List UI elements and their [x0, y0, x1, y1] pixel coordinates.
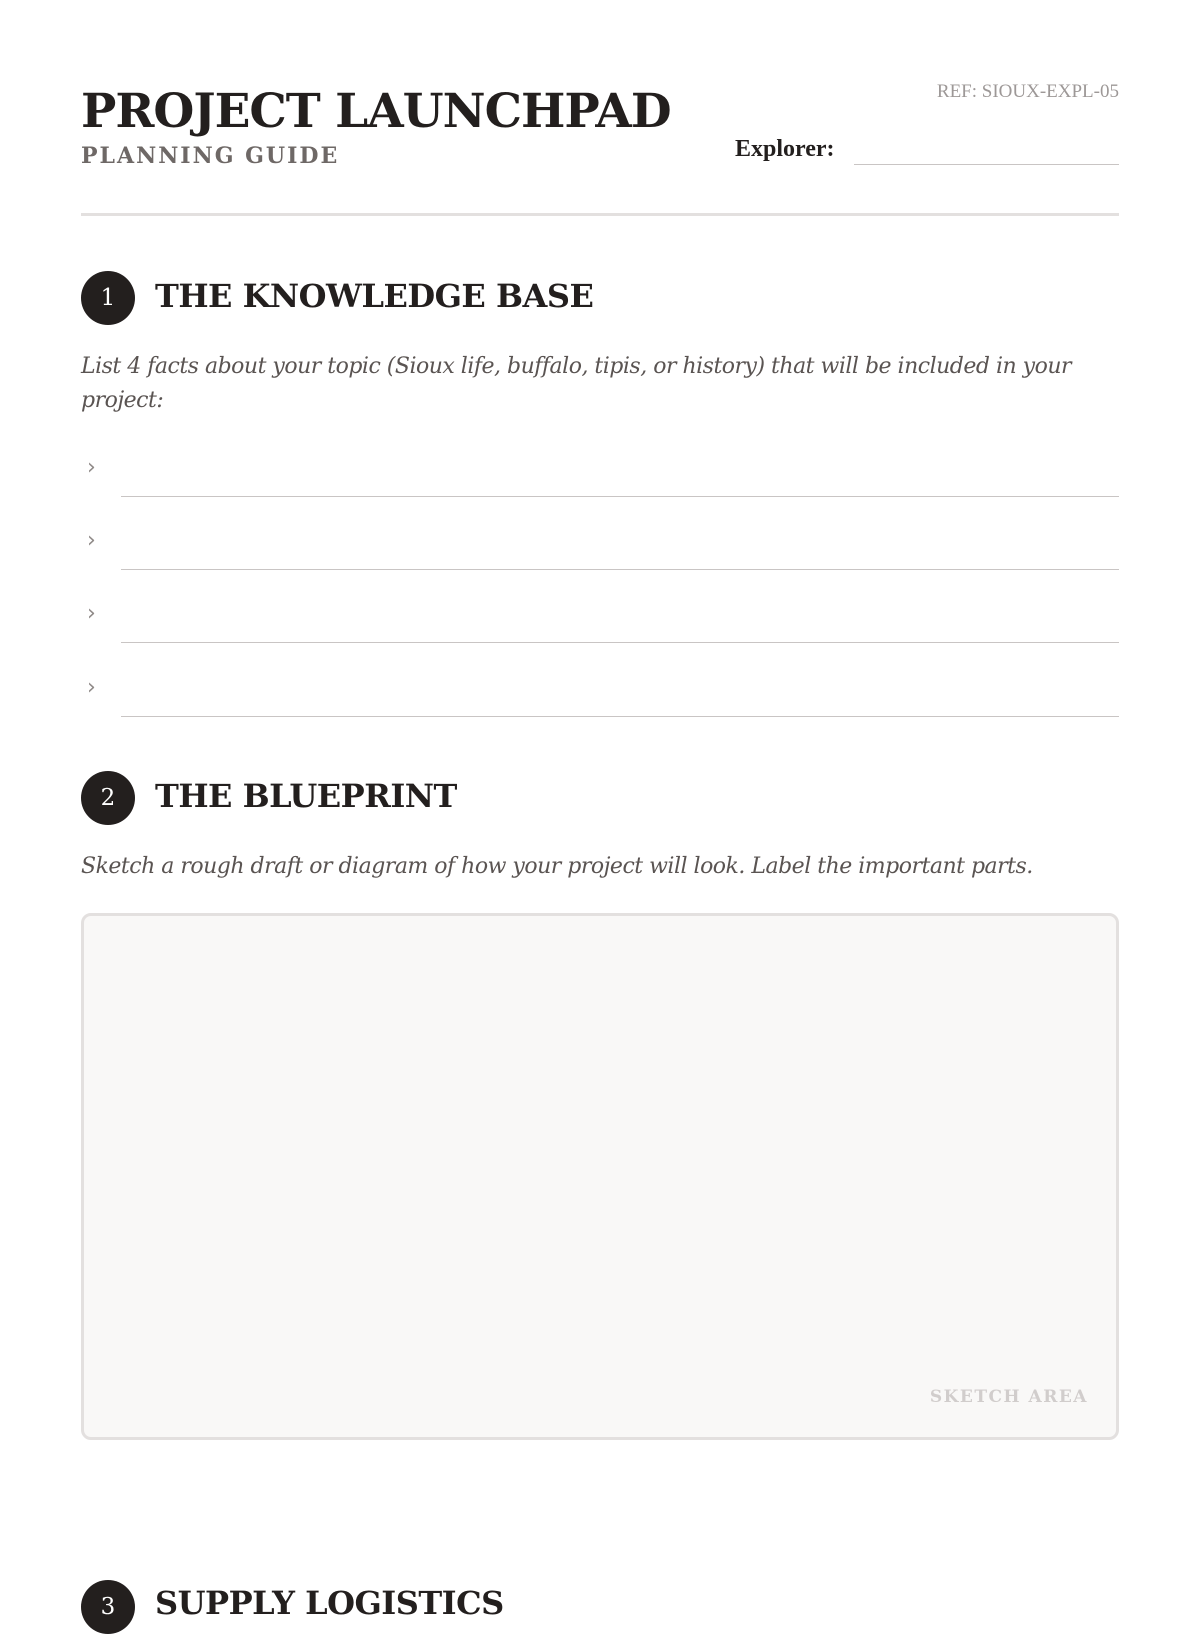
- reference-code: REF: SIOUX-EXPL-05: [936, 81, 1119, 102]
- section-1-instructions: List 4 facts about your topic (Sioux life, buffalo, tipis, or history) that will be included in your project:: [81, 354, 1072, 413]
- chevron-right-icon: ›: [87, 455, 96, 480]
- explorer-name-field[interactable]: [854, 164, 1119, 165]
- fact-row-4: [81, 667, 1119, 717]
- worksheet-page: [81, 0, 1119, 1622]
- fact-input-1[interactable]: [121, 496, 1119, 497]
- section-2-number-badge: 2: [81, 771, 135, 825]
- section-1-title: THE KNOWLEDGE BASE: [155, 277, 594, 315]
- section-2-title: THE BLUEPRINT: [155, 777, 457, 815]
- section-3-title: SUPPLY LOGISTICS: [155, 1584, 504, 1622]
- fact-row-2: [81, 520, 1119, 570]
- explorer-label: Explorer:: [735, 136, 835, 162]
- sketch-area-label: SKETCH AREA: [929, 1387, 1088, 1407]
- header-divider: [81, 213, 1119, 216]
- section-3-number-badge: 3: [81, 1580, 135, 1634]
- section-2-instructions: Sketch a rough draft or diagram of how your project will look. Label the important parts.: [81, 854, 1033, 879]
- chevron-right-icon: ›: [87, 601, 96, 626]
- fact-row-3: [81, 593, 1119, 643]
- fact-input-3[interactable]: [121, 642, 1119, 643]
- chevron-right-icon: ›: [87, 675, 96, 700]
- fact-input-2[interactable]: [121, 569, 1119, 570]
- fact-row-1: [81, 447, 1119, 497]
- sketch-area[interactable]: [81, 913, 1119, 1440]
- chevron-right-icon: ›: [87, 528, 96, 553]
- page-subtitle: PLANNING GUIDE: [81, 143, 340, 169]
- fact-input-4[interactable]: [121, 716, 1119, 717]
- page-title: PROJECT LAUNCHPAD: [81, 84, 671, 139]
- section-1-number-badge: 1: [81, 271, 135, 325]
